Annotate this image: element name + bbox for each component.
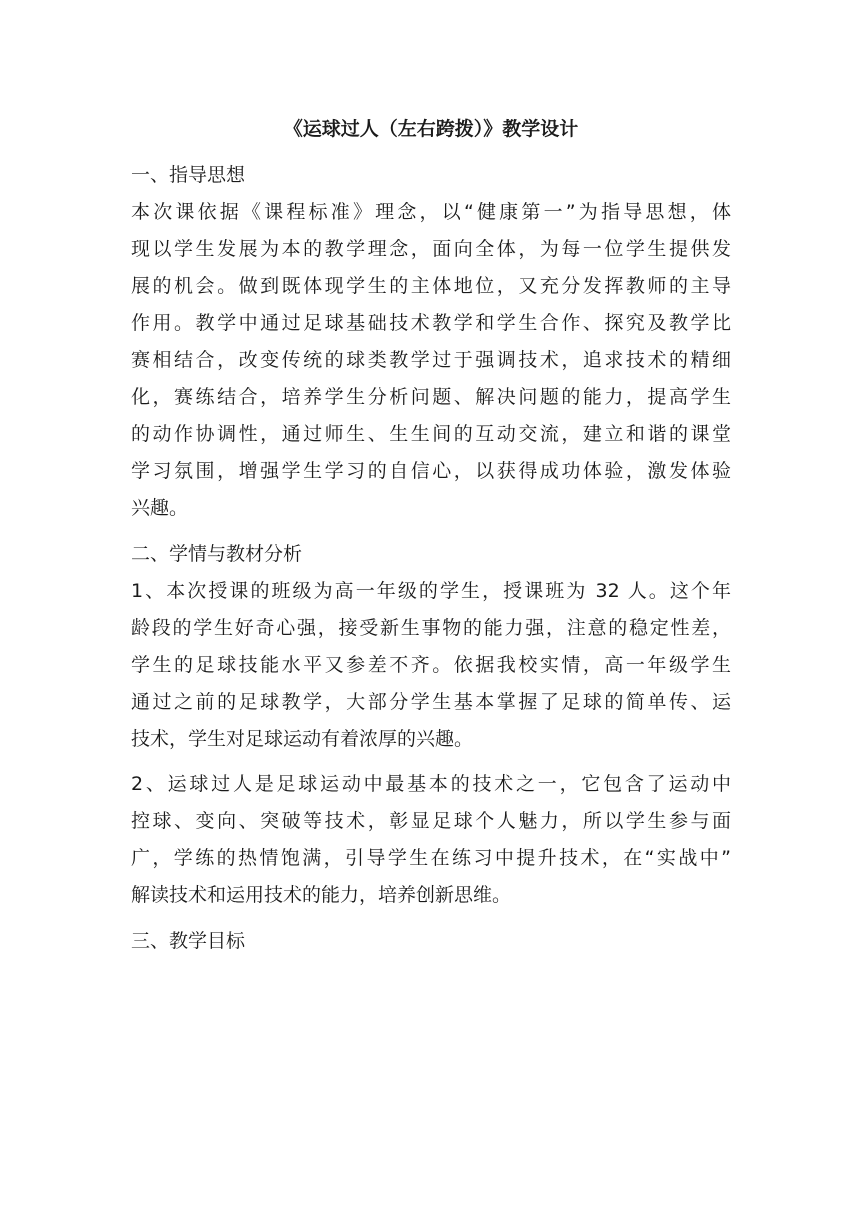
text-line: 广，学练的热情饱满，引导学生在练习中提升技术，在“实战中” xyxy=(131,847,731,869)
text-line: 学生的足球技能水平又参差不齐。依据我校实情，高一年级学生 xyxy=(131,654,731,676)
text-line: 的动作协调性，通过师生、生生间的互动交流，建立和谐的课堂 xyxy=(131,423,731,445)
text-line: 展的机会。做到既体现学生的主体地位，又充分发挥教师的主导 xyxy=(131,275,731,297)
text-line: 1、本次授课的班级为高一年级的学生，授课班为 32 人。这个年 xyxy=(131,580,731,602)
text-line: 兴趣。 xyxy=(131,497,189,519)
text-line: 现以学生发展为本的教学理念，面向全体，为每一位学生提供发 xyxy=(131,238,731,260)
section-heading-teaching-objectives: 三、教学目标 xyxy=(131,930,246,952)
paragraph-student-analysis xyxy=(131,573,731,758)
document-title: 《运球过人（左右跨拨）》教学设计 xyxy=(283,118,579,140)
section-heading-guiding-ideology: 一、指导思想 xyxy=(131,164,246,186)
text-line: 作用。教学中通过足球基础技术教学和学生合作、探究及教学比 xyxy=(131,312,731,334)
section-heading-learning-analysis: 二、学情与教材分析 xyxy=(131,543,303,565)
text-line: 通过之前的足球教学，大部分学生基本掌握了足球的简单传、运 xyxy=(131,691,731,713)
text-line: 解读技术和运用技术的能力，培养创新思维。 xyxy=(131,884,512,906)
text-line: 2、运球过人是足球运动中最基本的技术之一，它包含了运动中 xyxy=(131,773,731,795)
text-line: 技术，学生对足球运动有着浓厚的兴趣。 xyxy=(131,728,474,750)
text-line: 本次课依据《课程标准》理念，以“健康第一”为指导思想，体 xyxy=(131,201,731,223)
text-line: 赛相结合，改变传统的球类教学过于强调技术，追求技术的精细 xyxy=(131,349,731,371)
text-line: 化，赛练结合，培养学生分析问题、解决问题的能力，提高学生 xyxy=(131,386,731,408)
text-line: 控球、变向、突破等技术，彰显足球个人魅力，所以学生参与面 xyxy=(131,810,731,832)
text-line: 学习氛围，增强学生学习的自信心，以获得成功体验，激发体验 xyxy=(131,460,731,482)
text-line: 龄段的学生好奇心强，接受新生事物的能力强，注意的稳定性差， xyxy=(131,617,731,639)
paragraph-guiding-ideology xyxy=(131,194,731,527)
document-body xyxy=(131,110,731,960)
paragraph-material-analysis xyxy=(131,766,731,914)
